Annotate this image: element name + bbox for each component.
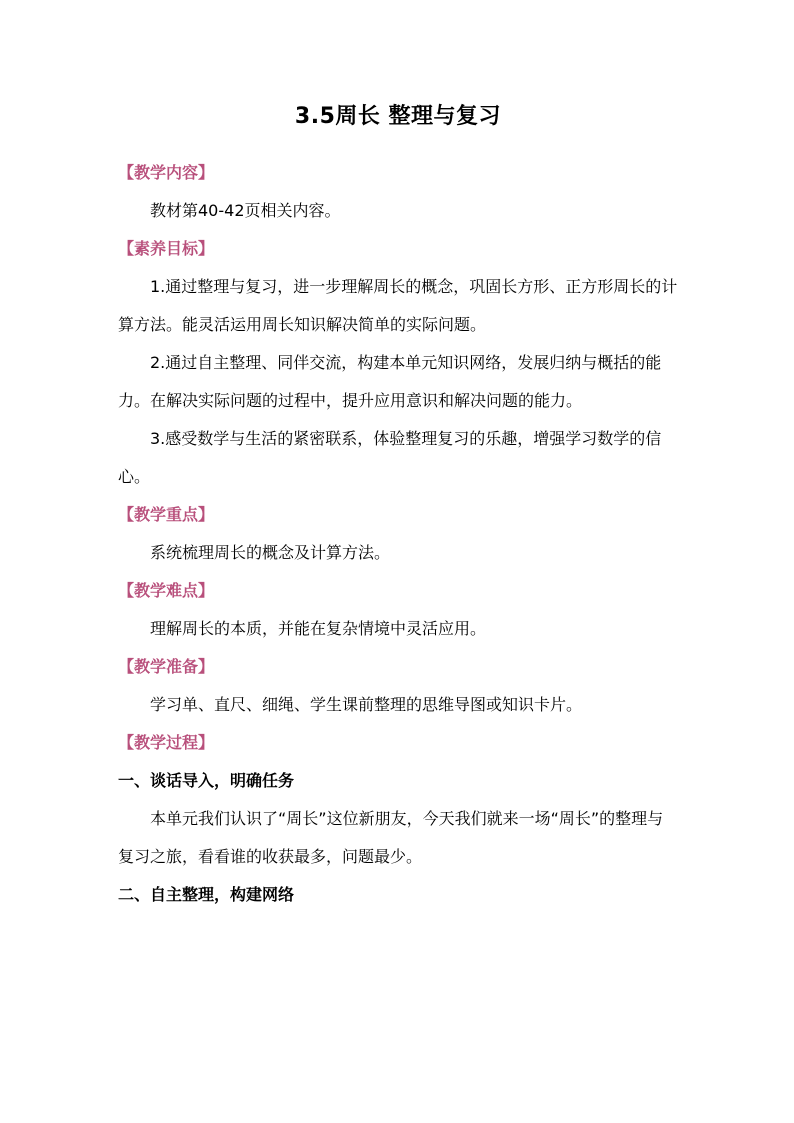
page-title: 3.5周长 整理与复习: [294, 104, 502, 129]
document-content: [118, 102, 678, 914]
section-label-teaching-process: 【教学过程】: [118, 733, 215, 752]
process-step-1-heading: 一、谈话导入，明确任务: [118, 771, 295, 790]
teaching-content-text: 教材第40-42页相关内容。: [150, 201, 341, 220]
goal-item-3: 3.感受数学与生活的紧密联系，体验整理复习的乐趣，增强学习数学的信心。: [118, 429, 662, 486]
section-label-literacy-goals: 【素养目标】: [118, 239, 215, 258]
key-points-text: 系统梳理周长的概念及计算方法。: [150, 543, 391, 562]
goal-item-2: 2.通过自主整理、同伴交流，构建本单元知识网络，发展归纳与概括的能力。在解决实际问题的过程中，提升应用意识和解决问题的能力。: [118, 353, 662, 410]
section-label-preparation: 【教学准备】: [118, 657, 215, 676]
section-label-difficulties: 【教学难点】: [118, 581, 215, 600]
goal-item-1: 1.通过整理与复习，进一步理解周长的概念，巩固长方形、正方形周长的计算方法。能灵活运用周长知识解决简单的实际问题。: [118, 277, 678, 334]
difficulties-text: 理解周长的本质，并能在复杂情境中灵活应用。: [150, 619, 487, 638]
process-step-2-heading: 二、自主整理，构建网络: [118, 885, 295, 904]
process-step-1-text: 本单元我们认识了“周长”这位新朋友，今天我们就来一场“周长”的整理与复习之旅，看看谁的收获最多，问题最少。: [118, 809, 664, 866]
preparation-text: 学习单、直尺、细绳、学生课前整理的思维导图或知识卡片。: [150, 695, 583, 714]
section-label-teaching-content: 【教学内容】: [118, 163, 215, 182]
section-label-key-points: 【教学重点】: [118, 505, 215, 524]
